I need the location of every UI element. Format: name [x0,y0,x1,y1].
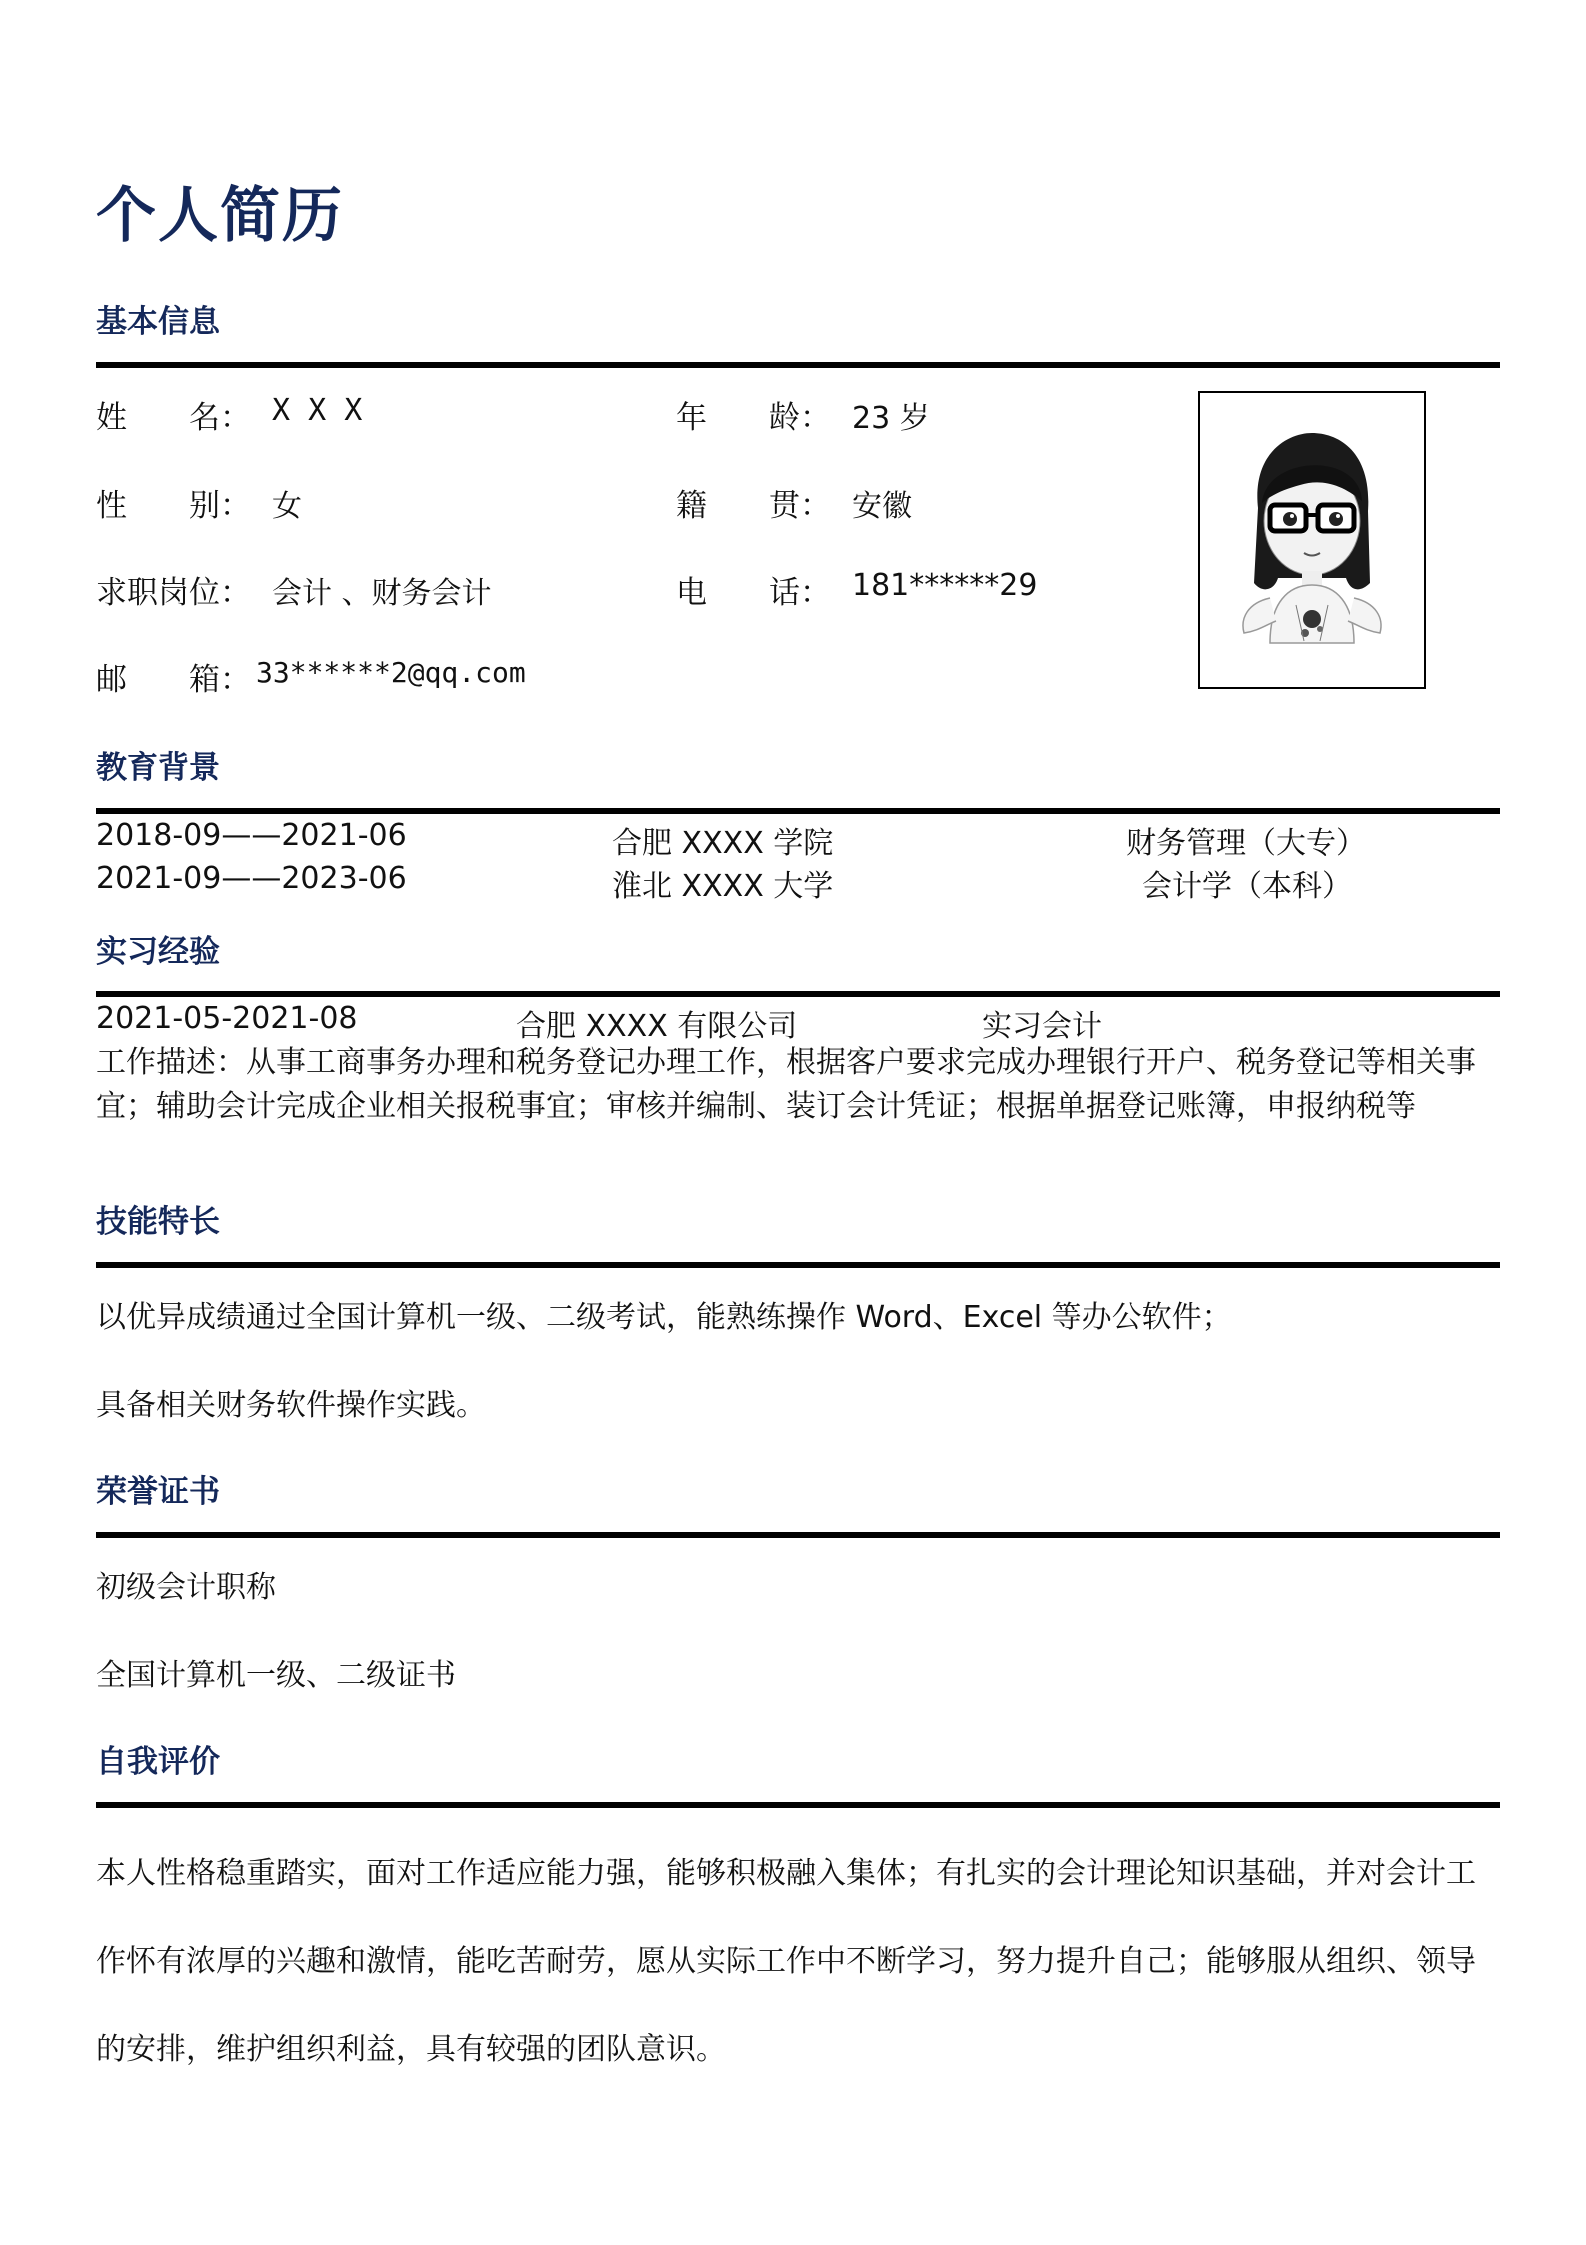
skill-item-2: 具备相关财务软件操作实践。 [96,1388,486,1423]
gender-value: 女 [272,489,302,524]
edu-period-1: 2018-09——2021-06 [96,818,407,853]
edu-major-2: 会计学（本科） [1142,869,1352,904]
section-title-basic: 基本信息 [96,304,220,340]
section-title-education: 教育背景 [96,750,220,786]
email-value: 33******2@qq.com [256,656,526,689]
job-label: 求职岗位： [96,575,251,611]
origin-label: 籍 贯： [676,488,831,524]
edu-school-2: 淮北 XXXX 大学 [612,869,834,904]
section-rule-self-eval [96,1802,1500,1808]
page-title: 个人简历 [96,181,344,251]
section-rule-honors [96,1532,1500,1538]
age-label: 年 龄： [676,400,831,436]
edu-school-1: 合肥 XXXX 学院 [612,826,834,861]
intern-company: 合肥 XXXX 有限公司 [516,1009,798,1044]
section-title-honors: 荣誉证书 [96,1474,220,1510]
phone-label: 电 话： [676,575,831,611]
intern-role: 实习会计 [982,1009,1102,1044]
intern-period: 2021-05-2021-08 [96,1001,358,1036]
section-title-internship: 实习经验 [96,934,220,970]
section-rule-education [96,808,1500,814]
self-evaluation-text: 本人性格稳重踏实，面对工作适应能力强，能够积极融入集体；有扎实的会计理论知识基础，并对会计工作怀有浓厚的兴趣和激情，能吃苦耐劳，愿从实际工作中不断学习，努力提升自己；能够服从组织、领导的安排，维护组织利益，具有较强的团队意识。 [96,1856,1476,2067]
honor-item-1: 初级会计职称 [96,1570,276,1605]
edu-period-2: 2021-09——2023-06 [96,861,407,896]
name-value: X X X [272,393,363,428]
section-rule-internship [96,991,1500,997]
profile-photo [1198,391,1426,689]
age-value: 23 岁 [852,401,930,436]
skill-item-1: 以优异成绩通过全国计算机一级、二级考试，能熟练操作 Word、Excel 等办公软件； [96,1300,1232,1335]
section-rule-skills [96,1262,1500,1268]
name-label: 姓 名： [96,400,251,436]
origin-value: 安徽 [852,489,912,524]
gender-label: 性 别： [96,488,251,524]
intern-description: 工作描述：从事工商事务办理和税务登记办理工作，根据客户要求完成办理银行开户、税务登记等相关事宜；辅助会计完成企业相关报税事宜；审核并编制、装订会计凭证；根据单据登记账簿，申报纳税等 [96,1045,1476,1124]
phone-value: 181******29 [852,568,1038,603]
job-value: 会计 、财务会计 [272,576,492,611]
section-title-self-eval: 自我评价 [96,1744,220,1780]
cartoon-avatar-icon [1200,393,1424,687]
email-label: 邮 箱： [96,662,251,698]
section-rule-basic [96,362,1500,368]
section-title-skills: 技能特长 [96,1204,220,1240]
edu-major-1: 财务管理（大专） [1126,826,1366,861]
honor-item-2: 全国计算机一级、二级证书 [96,1658,456,1693]
